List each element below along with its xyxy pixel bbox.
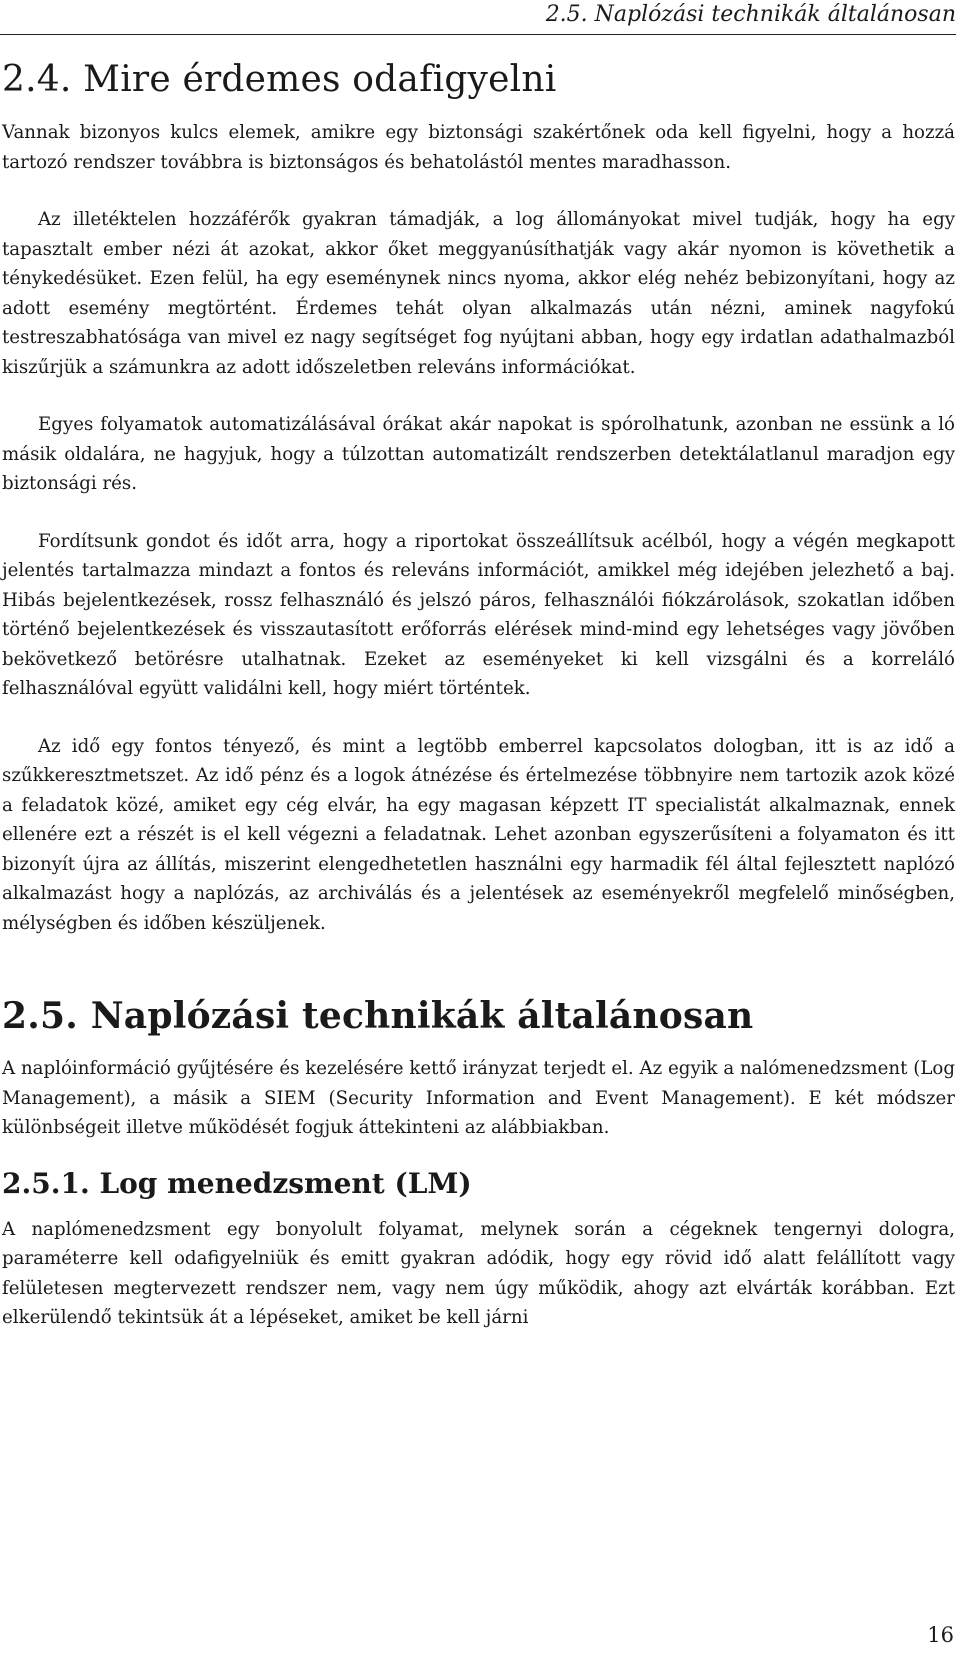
paragraph-2-4-1: Vannak bizonyos kulcs elemek, amikre egy biztonsági szakértőnek oda kell figyelni, hogy a hozzá tartozó rendszer továbbra is biztonságos és behatolástól mentes maradhasson. [2,122,955,173]
paragraph-2-4-2: Az illetéktelen hozzáférők gyakran támadják, a log állományokat mivel tudják, hogy ha egy tapasztalt ember nézi át azokat, akkor őket meggyanúsíthatják vagy akár nyomon is követhetik a ténykedésüket. Ezen felül, ha egy eseménynek nincs nyoma, akkor elég nehéz bebizonyítani, hogy az adott esemény megtörtént. Érdemes tehát olyan alkalmazás után nézni, aminek nagyfokú testreszabhatósága van mivel ez nagy segítséget fog nyújtani abban, hogy egy irdatlan adathalmazból kiszűrjük a számunkra az adott időszeletben releváns információkat. [2,209,955,378]
running-header [0,0,956,35]
paragraph-2-4-4: Fordítsunk gondot és időt arra, hogy a riportokat összeállítsuk acélból, hogy a végén megkapott jelentés tartalmazza mindazt a fontos és releváns információt, amikkel még idejében jelezhető a baj. Hibás bejelentkezések, rossz felhasználó és jelszó páros, felhasználói fiókzárolások, szokatlan időben történő bejelentkezések és visszautasított erőforrás elérések mind-mind egy lehetséges vagy jövőben bekövetkező betörésre utalhatnak. Ezeket az eseményeket ki kell vizsgálni és a korreláló felhasználóval együtt validálni kell, hogy miért történtek. [2,530,955,699]
paragraph-2-5-1: A naplóinformáció gyűjtésére és kezelésére kettő irányzat terjedt el. Az egyik a nalómenedzsment (Log Management), a másik a SIEM (Security Information and Event Management). E két módszer különbségeit illetve működését fogjuk áttekinteni az alábbiakban. [2,1058,955,1138]
paragraph-2-5-1-1: A naplómenedzsment egy bonyolult folyamat, melynek során a cégeknek tengernyi dologra, paraméterre kell odafigyelniük és emitt gyakran adódik, hogy egy rövid idő alatt felállított vagy felületesen megtervezett rendszer nem, vagy nem úgy működik, ahogy azt elvárták korábban. Ezt elkerülendő tekintsük át a lépéseket, amiket be kell járni [2,1218,955,1328]
section-title-2-4: 2.4. Mire érdemes odafigyelni [2,59,557,100]
paragraph-2-4-3: Egyes folyamatok automatizálásával órákat akár napokat is spórolhatunk, azonban ne essünk a ló másik oldalára, ne hagyjuk, hogy a túlzottan automatizált rendszerben detektálatlanul maradjon egy biztonsági rés. [2,414,955,494]
paragraph-2-4-5: Az idő egy fontos tényező, és mint a legtöbb emberrel kapcsolatos dologban, itt is az idő a szűkkeresztmetszet. Az idő pénz és a logok átnézése és értelmezése többnyire nem tartozik azok közé a feladatok közé, amiket egy cég elvár, ha egy magasan képzett IT specialistát alkalmaznak, ennek ellenére ezt a részét is el kell végezni a feladatnak. Lehet azonban egyszerűsíteni a folyamaton és itt bizonyít újra az állítás, miszerint elengedhetetlen használni egy harmadik fél által fejlesztett naplózó alkalmazást hogy a naplózás, az archiválás és a jelentések az eseményekről megfelelő minőségben, mélységben és időben készüljenek. [2,735,955,934]
page-number: 16 [927,1623,954,1647]
subsection-title-2-5-1: 2.5.1. Log menedzsment (LM) [2,1166,472,1200]
running-header-title: 2.5. Naplózási technikák általánosan [545,2,956,27]
page-content [2,58,955,1361]
section-title-2-5: 2.5. Naplózási technikák általánosan [2,995,754,1037]
